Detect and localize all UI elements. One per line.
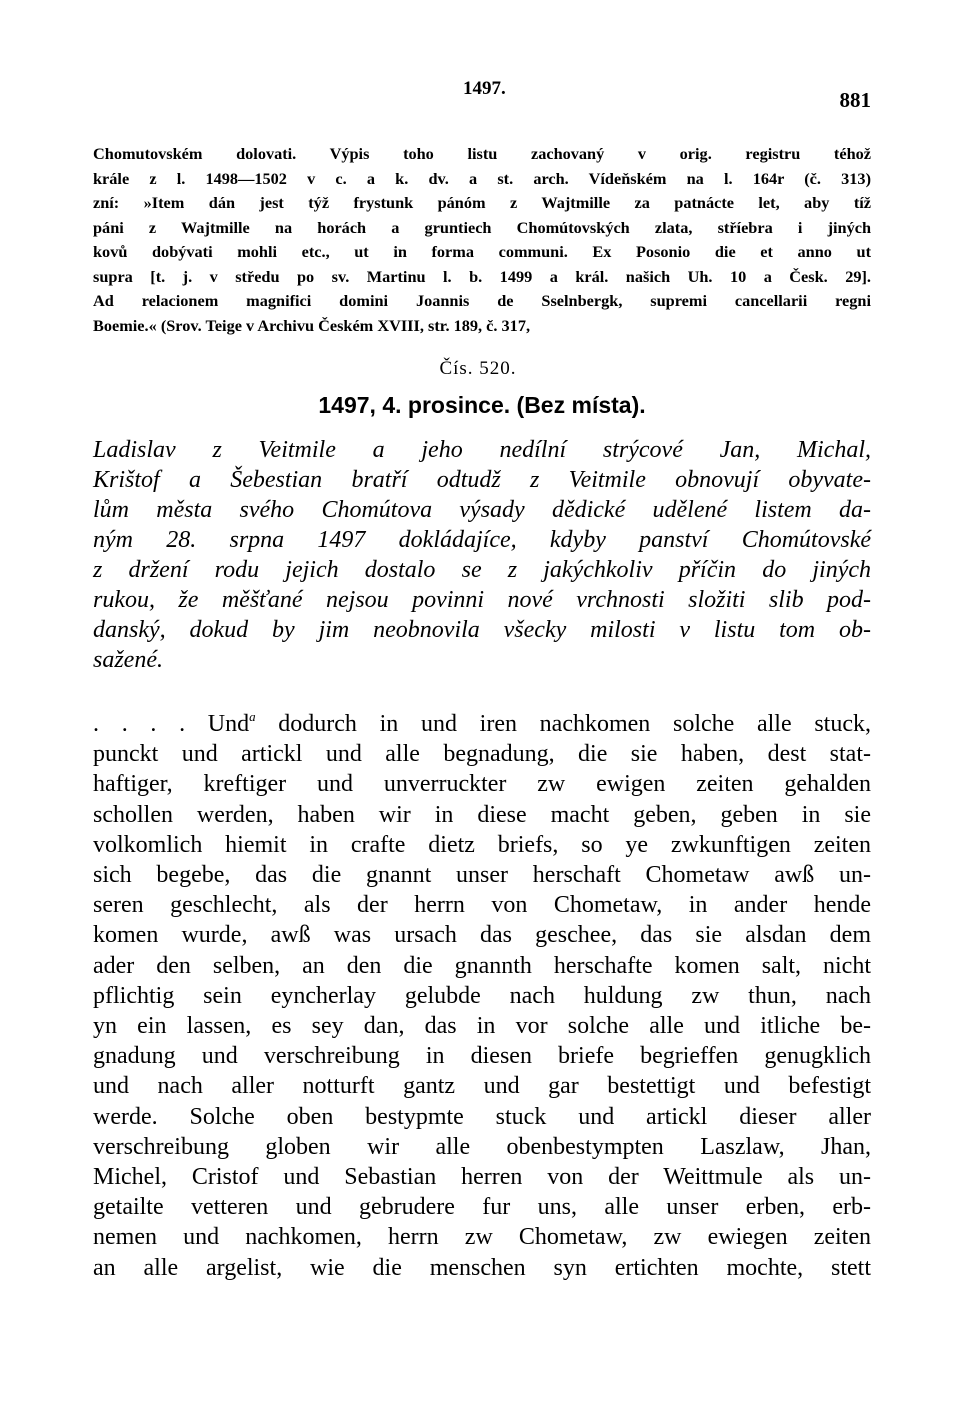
text-line: yn ein lassen, es sey dan, das in vor solche alle und itliche be- <box>93 1013 871 1040</box>
text-line: punckt und artickl und alle begnadung, die sie haben, dest stat- <box>93 741 871 768</box>
document-page <box>93 78 871 1283</box>
note-line: Boemie.« (Srov. Teige v Archivu Českém XVIII, str. 189, č. 317, <box>93 315 531 335</box>
note-line: krále z l. 1498—1502 v c. a k. dv. a st. arch. Vídeňském na l. 164r (č. 313) <box>93 168 871 188</box>
text-line: ader den selben, an den die gnannth herschafte komen salt, nicht <box>93 952 871 979</box>
text-line: getailte vetteren und gebrudere fur uns, alle unser erben, erb- <box>93 1194 871 1221</box>
document-number: Čís. 520. <box>439 358 517 379</box>
note-line: Chomutovském dolovati. Výpis toho listu zachovaný v orig. registru téhož <box>93 144 871 163</box>
summary-line: z držení rodu jejich dostalo se z jakýchkoliv příčin do jiných <box>93 557 871 583</box>
text-line: sich begebe, das die gnannt unser herschaft Chometaw awß un- <box>93 862 871 889</box>
text-line: und nach aller notturft gantz und gar bestettigt und befestigt <box>93 1073 871 1100</box>
summary-line: Ladislav z Veitmile a jeho nedílní strýcové Jan, Michal, <box>93 437 871 463</box>
text-line: werde. Solche oben bestypmte stuck und artickl dieser aller <box>93 1103 871 1130</box>
text-line: nemen und nachkomen, herrn zw Chometaw, zw ewiegen zeiten <box>93 1224 871 1251</box>
text-line-prefix: . . . . Und <box>93 711 250 737</box>
text-line: Michel, Cristof und Sebastian herren von der Weittmule als un- <box>93 1164 871 1191</box>
summary-line: ným 28. srpna 1497 dokládajíce, kdyby panství Chomútovské <box>93 527 871 553</box>
text-line: gnadung und verschreibung in diesen briefe begrieffen genugklich <box>93 1043 871 1070</box>
note-line: Ad relacionem magnifici domini Joannis de Sselnbergk, supremi cancellarii regni <box>93 291 871 310</box>
note-line: páni z Wajtmille na horách a gruntiech Chomútovských zlata, stříebra i jiných <box>93 217 871 237</box>
preceding-note <box>93 142 871 338</box>
text-line: komen wurde, awß was ursach das geschee, das sie alsdan dem <box>93 922 871 949</box>
czech-summary <box>93 435 871 675</box>
running-year: 1497. <box>463 78 506 99</box>
footnote-marker: a <box>249 709 256 724</box>
text-line: schollen werden, haben wir in diese macht geben, geben in sie <box>93 801 871 828</box>
summary-line: rukou, že měšťané nejsou povinni nové vrchnosti složiti slib pod- <box>93 587 871 613</box>
text-line: volkomlich hiemit in crafte dietz briefs, so ye zwkunftigen zeiten <box>93 831 871 858</box>
text-line <box>93 709 871 739</box>
summary-line: danský, dokud by jim neobnovila všecky milosti v listu tom ob- <box>93 617 871 643</box>
text-line-rest: dodurch in und iren nachkomen solche alle stuck, <box>255 711 871 737</box>
summary-line: lům města svého Chomútova výsady dědické udělené listem da- <box>93 497 871 523</box>
note-line: supra [t. j. v středu po sv. Martinu l. b. 1499 a král. našich Uh. 10 a Česk. 29]. <box>93 266 871 286</box>
text-line: an alle argelist, wie die menschen syn ertichten mochte, stett <box>93 1254 871 1281</box>
note-line: kovů dobývati mohli etc., ut in forma communi. Ex Posonio die et anno ut <box>93 242 871 261</box>
summary-line: sažené. <box>93 647 163 673</box>
text-line: haftiger, kreftiger und unverruckter zw ewigen zeiten gehalden <box>93 771 871 798</box>
note-line: zní: »Item dán jest týž frystunk pánóm z Wajtmille za patnácte let, aby tíž <box>93 193 871 212</box>
text-line: pflichtig sein eyncherlay gelubde nach huldung zw thun, nach <box>93 982 871 1009</box>
text-line: verschreibung globen wir alle obenbestympten Laszlaw, Jhan, <box>93 1133 871 1160</box>
summary-line: Krištof a Šebestian bratří odtudž z Veitmile obnovují obyvate- <box>93 467 871 493</box>
german-text <box>93 709 871 1283</box>
text-line: seren geschlecht, als der herrn von Chometaw, in ander hende <box>93 892 871 919</box>
page-number: 881 <box>839 88 871 112</box>
document-date: 1497, 4. prosince. (Bez místa). <box>318 392 646 418</box>
page-header <box>93 78 871 120</box>
